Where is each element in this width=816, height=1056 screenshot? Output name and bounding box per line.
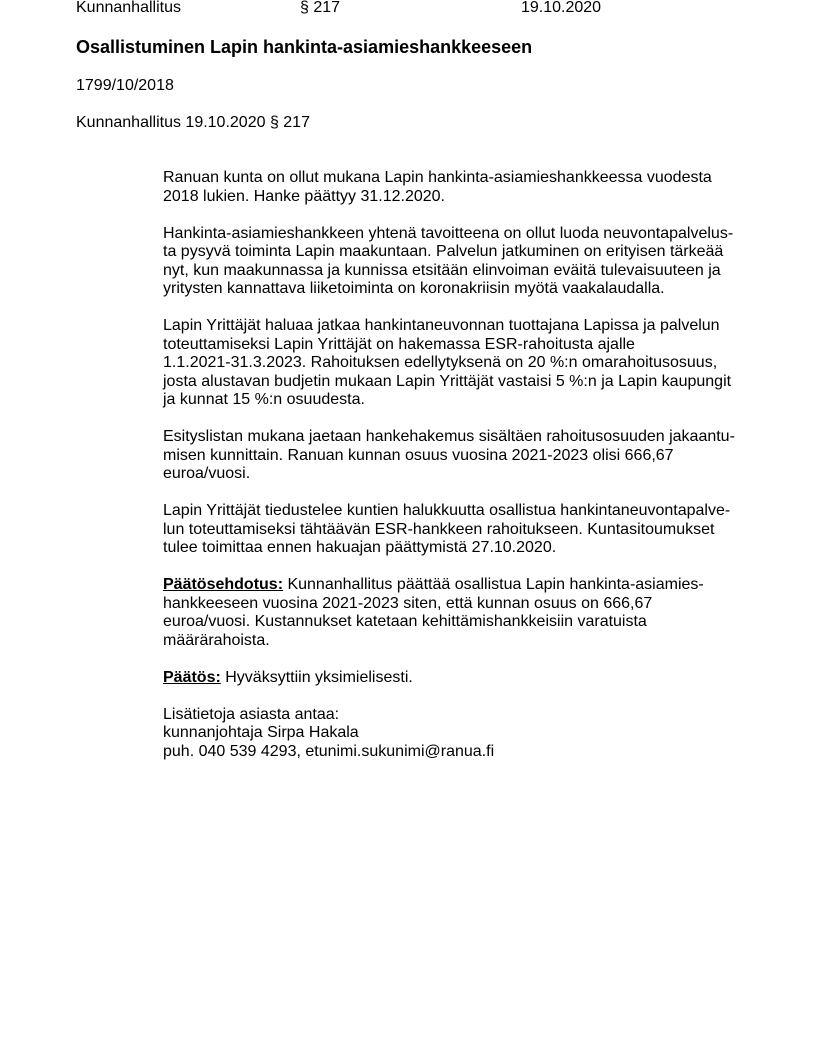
contact-line: Lisätietoja asiasta antaa: bbox=[163, 705, 340, 723]
paragraph-line: Ranuan kunta on ollut mukana Lapin hankinta-asiamieshankkeessa vuodesta bbox=[163, 169, 712, 186]
paragraph-line: 1.1.2021-31.3.2023. Rahoituksen edellytyksenä on 20 %:n omarahoitusosuus, bbox=[163, 354, 718, 371]
paragraph-background bbox=[163, 169, 743, 206]
paragraph-line: Esityslistan mukana jaetaan hankehakemus sisältäen rahoitusosuuden jakaantu- bbox=[163, 428, 735, 445]
paragraph-line: Lapin Yrittäjät tiedustelee kuntien halukkuutta osallistua hankintaneuvontapalve- bbox=[163, 502, 731, 519]
paragraph-line: lun toteuttamiseksi tähtäävän ESR-hankkeen rahoitukseen. Kuntasitoumukset bbox=[163, 520, 715, 538]
proposal-label: Päätösehdotus: bbox=[163, 576, 284, 593]
paragraph-line: toteuttamiseksi Lapin Yrittäjät on hakemassa ESR-rahoitusta ajalle bbox=[163, 335, 635, 353]
header-section-number: § 217 bbox=[300, 0, 341, 16]
paragraph-line: Hankinta-asiamieshankkeen yhtenä tavoitteena on ollut luoda neuvontapalvelus- bbox=[163, 224, 734, 242]
paragraph-line: Lapin Yrittäjät haluaa jatkaa hankintaneuvonnan tuottajana Lapissa ja palvelun bbox=[163, 317, 720, 334]
paragraph-line: josta alustavan budjetin mukaan Lapin Yrittäjät vastaisi 5 %:n ja Lapin kaupungit bbox=[163, 372, 732, 390]
paragraph-line: 2018 lukien. Hanke päättyy 31.12.2020. bbox=[163, 187, 445, 205]
paragraph-line: ta pysyvä toiminta Lapin maakuntaan. Palvelun jatkuminen on erityisen tärkeää bbox=[163, 243, 724, 260]
paragraph-line: yritysten kannattava liiketoiminta on koronakriisin myötä vaakalaudalla. bbox=[163, 280, 665, 297]
paragraph-line: euroa/vuosi. bbox=[163, 465, 251, 482]
paragraph-funding bbox=[163, 317, 743, 410]
paragraph-line: euroa/vuosi. Kustannukset katetaan kehittämishankkeisiin varatuista bbox=[163, 613, 647, 630]
paragraph-project-goal bbox=[163, 225, 743, 299]
proposal-text: Kunnanhallitus päättää osallistua Lapin hankinta-asiamies- bbox=[283, 576, 704, 593]
paragraph-inquiry bbox=[163, 502, 743, 558]
document-body bbox=[163, 169, 743, 761]
contact-line: puh. 040 539 4293, etunimi.sukunimi@ranua.fi bbox=[163, 742, 495, 760]
page-header bbox=[76, 0, 776, 18]
contact-line: kunnanjohtaja Sirpa Hakala bbox=[163, 724, 359, 741]
paragraph-line: ja kunnat 15 %:n osuudesta. bbox=[163, 391, 365, 408]
paragraph-line: hankkeeseen vuosina 2021-2023 siten, että kunnan osuus on 666,67 bbox=[163, 594, 653, 612]
proposal-first-line bbox=[163, 576, 743, 595]
meeting-reference: Kunnanhallitus 19.10.2020 § 217 bbox=[76, 114, 310, 131]
document-number: 1799/10/2018 bbox=[76, 77, 174, 94]
paragraph-line: määrärahoista. bbox=[163, 631, 270, 649]
header-body-name: Kunnanhallitus bbox=[76, 0, 181, 16]
decision-line bbox=[163, 669, 743, 688]
paragraph-line: misen kunnittain. Ranuan kunnan osuus vuosina 2021-2023 olisi 666,67 bbox=[163, 446, 674, 464]
document-title: Osallistuminen Lapin hankinta-asiamieshankkeeseen bbox=[76, 37, 533, 57]
decision-proposal bbox=[163, 576, 743, 650]
paragraph-line: tulee toimittaa ennen hakuajan päättymistä 27.10.2020. bbox=[163, 539, 557, 556]
paragraph-municipal-share bbox=[163, 428, 743, 484]
header-date: 19.10.2020 bbox=[521, 0, 602, 16]
decision-label: Päätös: bbox=[163, 668, 221, 686]
contact-info bbox=[163, 706, 743, 762]
paragraph-line: nyt, kun maakunnassa ja kunnissa etsitään elinvoiman eväitä tulevaisuuteen ja bbox=[163, 261, 721, 279]
decision-text: Hyväksyttiin yksimielisesti. bbox=[220, 668, 413, 686]
decision bbox=[163, 669, 743, 688]
